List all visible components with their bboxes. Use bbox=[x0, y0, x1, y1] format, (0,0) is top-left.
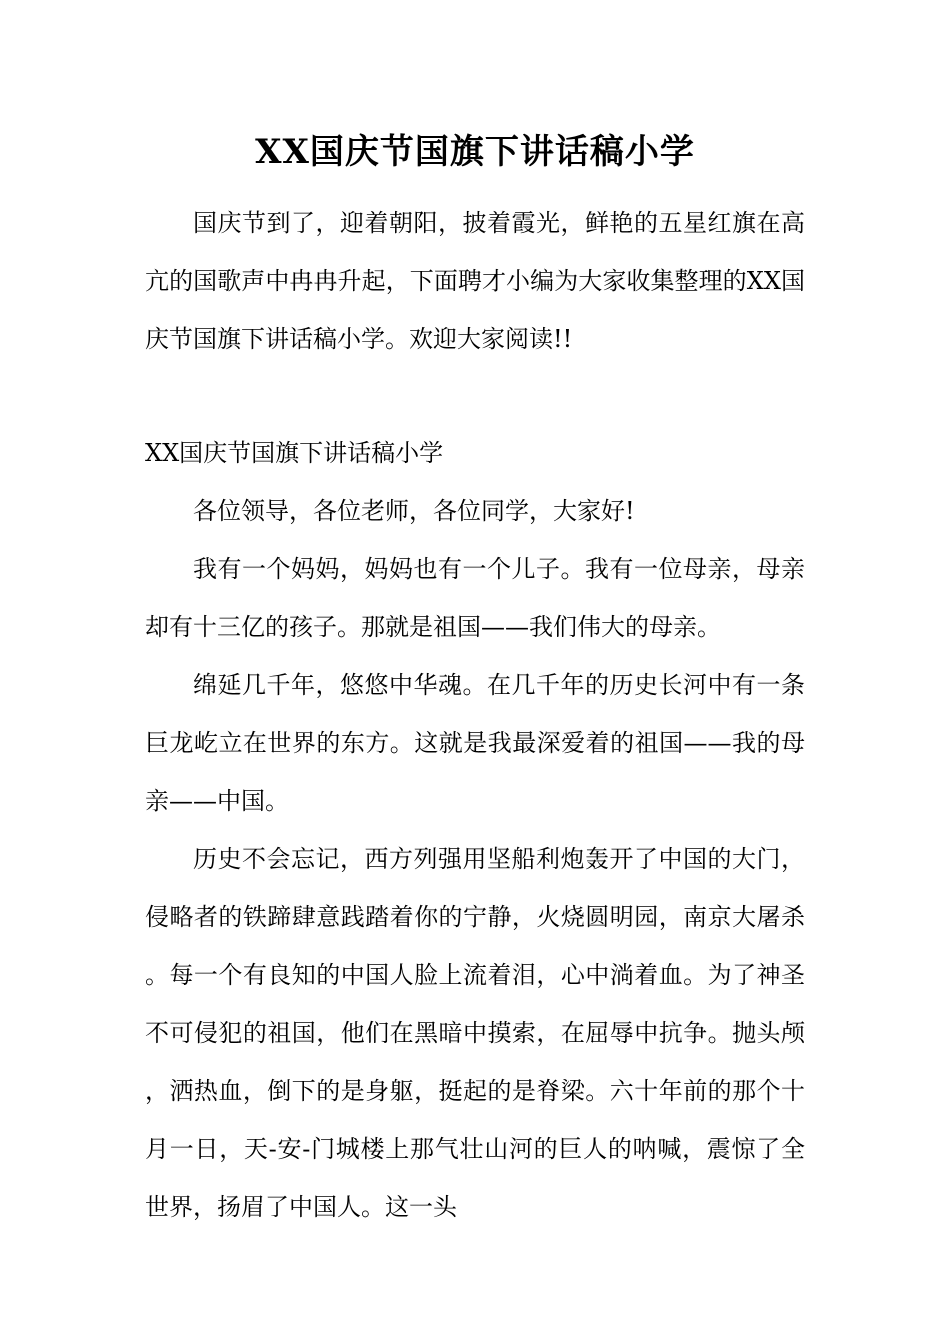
document-title: XX国庆节国旗下讲话稿小学 bbox=[255, 132, 695, 172]
section-heading: XX国庆节国旗下讲话稿小学 bbox=[145, 439, 444, 467]
speech-paragraph: 绵延几千年，悠悠中华魂。在几千年的历史长河中有一条巨龙屹立在世界的东方。这就是我最深爱着的祖国——我的母亲——中国。 bbox=[145, 671, 805, 815]
speech-block bbox=[145, 424, 805, 1236]
intro-paragraph: 国庆节到了，迎着朝阳，披着霞光，鲜艳的五星红旗在高亢的国歌声中冉冉升起，下面聘才小编为大家收集整理的XX国庆节国旗下讲话稿小学。欢迎大家阅读!! bbox=[145, 209, 805, 353]
speech-paragraph: 历史不会忘记，西方列强用坚船利炮轰开了中国的大门，侵略者的铁蹄肆意践踏着你的宁静，火烧圆明园，南京大屠杀。每一个有良知的中国人脸上流着泪，心中淌着血。为了神圣不可侵犯的祖国，他们在黑暗中摸索，在屈辱中抗争。抛头颅，洒热血，倒下的是身躯，挺起的是脊梁。六十年前的那个十月一日，天-安-门城楼上那气壮山河的巨人的呐喊，震惊了全世界，扬眉了中国人。这一头 bbox=[145, 845, 805, 1221]
intro-block bbox=[145, 194, 805, 368]
speech-paragraph: 我有一个妈妈，妈妈也有一个儿子。我有一位母亲，母亲却有十三亿的孩子。那就是祖国——我们伟大的母亲。 bbox=[145, 555, 805, 641]
speech-paragraph: 各位领导，各位老师，各位同学，大家好! bbox=[193, 497, 635, 525]
